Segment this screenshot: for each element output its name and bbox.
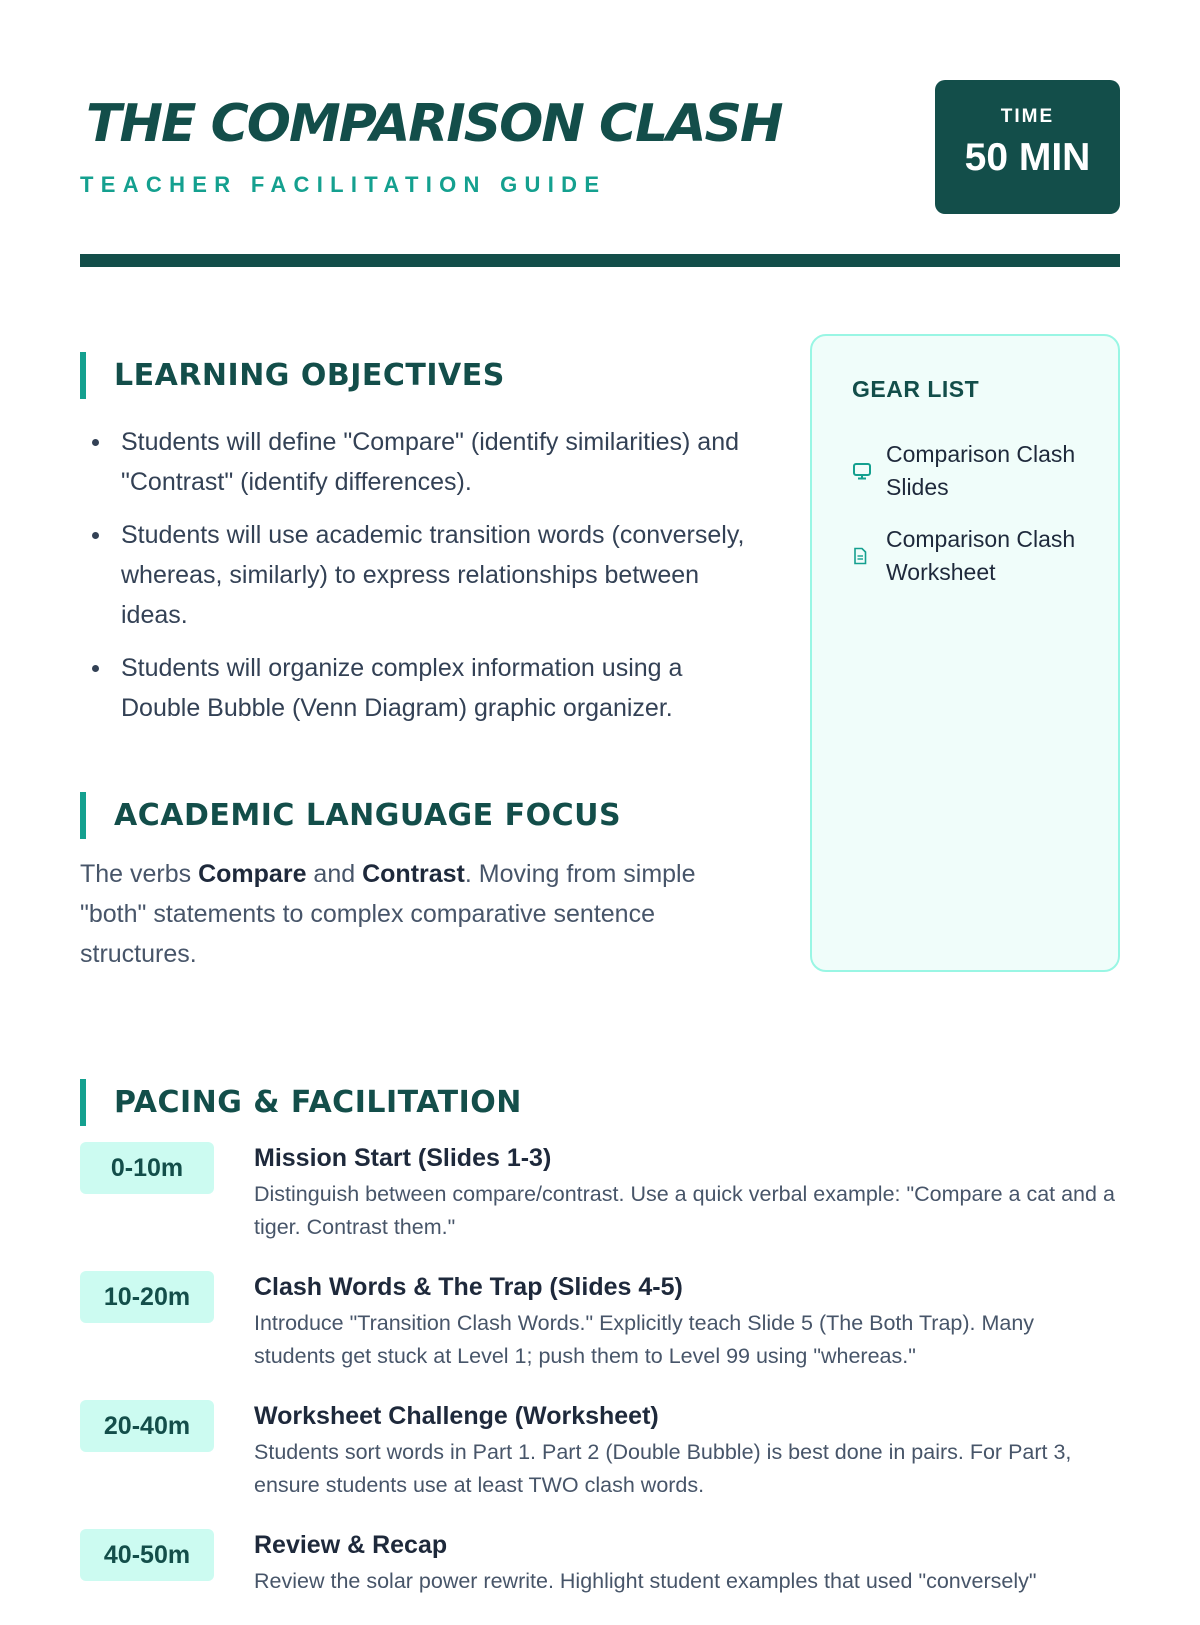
objective-item: Students will use academic transition words (conversely, whereas, similarly) to express relationships between ideas. (80, 515, 760, 635)
pacing-step (254, 1142, 1120, 1244)
pacing-row (80, 1142, 1120, 1244)
pacing-row (80, 1271, 1120, 1373)
time-badge (935, 80, 1120, 214)
pacing-step (254, 1271, 1120, 1373)
language-focus-text (80, 854, 760, 974)
gear-item-label: Comparison Clash Slides (886, 441, 1076, 500)
focus-term-compare: Compare (198, 860, 307, 888)
header-divider (80, 254, 1120, 267)
focus-text-part: . Moving from simple "both" statements to complex comparative sentence structures. (80, 860, 696, 968)
time-chip: 20-40m (80, 1400, 214, 1452)
step-description: Introduce "Transition Clash Words." Explicitly teach Slide 5 (The Both Trap). Many students get stuck at Level 1; push them to Level 99 using "whereas." (254, 1311, 1035, 1368)
pacing-row (80, 1400, 1120, 1502)
pacing-step (254, 1400, 1120, 1502)
pacing-row (80, 1529, 1120, 1598)
time-chip: 0-10m (80, 1142, 214, 1194)
step-title: Clash Words & The Trap (Slides 4-5) (254, 1273, 683, 1301)
gear-item-slides[interactable] (852, 438, 1092, 504)
time-chip: 10-20m (80, 1271, 214, 1323)
language-focus-heading: ACADEMIC LANGUAGE FOCUS (80, 792, 621, 839)
objective-item: Students will define "Compare" (identify similarities) and "Contrast" (identify differences). (80, 422, 760, 502)
objectives-heading: LEARNING OBJECTIVES (80, 352, 505, 399)
gear-list (852, 438, 1092, 608)
page-subtitle: TEACHER FACILITATION GUIDE (80, 172, 607, 197)
pacing-step (254, 1529, 1120, 1598)
time-chip: 40-50m (80, 1529, 214, 1581)
pacing-heading: PACING & FACILITATION (80, 1079, 522, 1126)
step-title: Review & Recap (254, 1531, 448, 1559)
page-title: THE COMPARISON CLASH (86, 94, 782, 154)
gear-list-panel (810, 334, 1120, 972)
monitor-icon (852, 462, 872, 480)
gear-item-label: Comparison Clash Worksheet (886, 526, 1076, 585)
step-title: Worksheet Challenge (Worksheet) (254, 1402, 659, 1430)
focus-text-part: and (306, 860, 363, 888)
step-description: Students sort words in Part 1. Part 2 (Double Bubble) is best done in pairs. For Part 3, ensure students use at least TWO clash words. (254, 1440, 1072, 1497)
step-description: Distinguish between compare/contrast. Use a quick verbal example: "Compare a cat and a tiger. Contrast them." (254, 1182, 1115, 1239)
gear-list-title: GEAR LIST (852, 376, 980, 402)
focus-term-contrast: Contrast (362, 860, 465, 888)
step-description: Review the solar power rewrite. Highlight student examples that used "conversely" (254, 1569, 1037, 1593)
objectives-list (80, 422, 760, 741)
focus-text-part: The verbs (80, 860, 199, 888)
document-icon (852, 547, 872, 565)
gear-item-worksheet[interactable] (852, 523, 1092, 589)
objective-item: Students will organize complex information using a Double Bubble (Venn Diagram) graphic organizer. (80, 648, 760, 728)
page-header (80, 80, 1120, 214)
time-label: TIME (1000, 106, 1055, 127)
time-value: 50 MIN (964, 136, 1091, 179)
step-title: Mission Start (Slides 1-3) (254, 1144, 552, 1172)
pacing-list (80, 1142, 1120, 1625)
